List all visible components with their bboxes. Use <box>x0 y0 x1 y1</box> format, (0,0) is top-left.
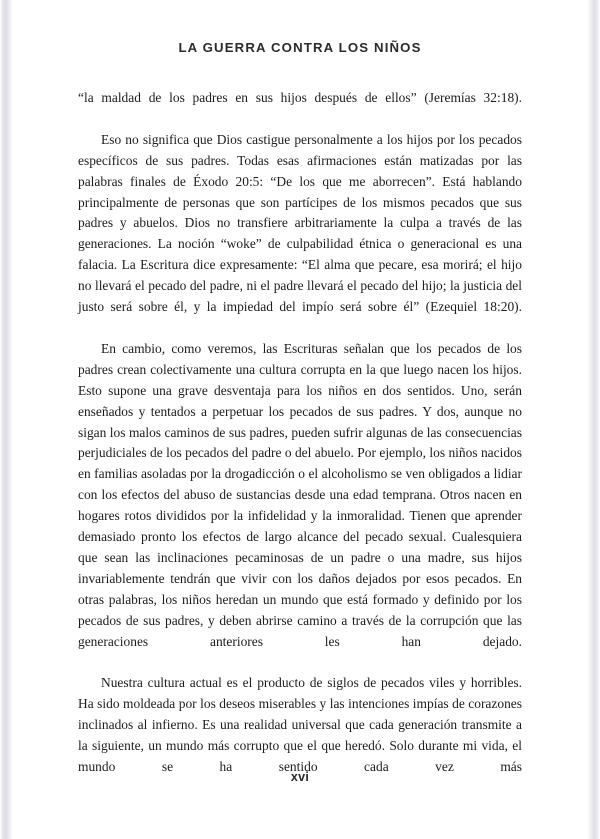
page-number: xvi <box>290 770 310 784</box>
running-head: LA GUERRA CONTRA LOS NIÑOS <box>178 40 422 55</box>
paragraph: Eso no significa que Dios castigue personalmente a los hijos por los pecados específicos de sus padres. Todas esas afirmaciones están matizadas por las palabras finales de Éxodo 20:5: “De los que me aborrecen”. Está hablando principalmente de personas que son partícipes de los mismos pecados que sus padres y abuelos. Dios no transfiere arbitrariamente la culpa a través de las generaciones. La noción “woke” de culpabilidad étnica o generacional es una falacia. La Escritura dice expresamente: “El alma que pecare, esa morirá; el hijo no llevará el pecado del padre, ni el padre llevará el pecado del hijo; la justicia del justo será sobre él, y la impiedad del impío será sobre él” (Ezequiel 18:20). <box>78 131 522 315</box>
paragraph: En cambio, como veremos, las Escrituras señalan que los pecados de los padres crean colectivamente una cultura corrupta en la que luego nacen los hijos. Esto supone una grave desventaja para los niños en dos sentidos. Uno, serán enseñados y tentados a perpetuar los pecados de sus padres. Y dos, aunque no sigan los malos caminos de sus padres, pueden sufrir algunas de las consecuencias perjudiciales de los pecados del padre o del abuelo. Por ejemplo, los niños nacidos en familias asoladas por la drogadicción o el alcoholismo se ven obligados a lidiar con los efectos del abuso de sustancias desde una edad temprana. Otros nacen en hogares rotos divididos por la infidelidad y la inmoralidad. Tienen que aprender demasiado pronto los efectos de largo alcance del pecado sexual. Cualesquiera que sean las inclinaciones pecaminosas de un padre o una madre, sus hijos invariablemente tendrán que vivir con los daños dejados por esos pecados. En otras palabras, los niños heredan un mundo que está formado y definido por los pecados de sus padres, y deben abrirse camino a través de la corrupción que las generaciones anteriores les han dejado. <box>78 340 522 649</box>
paragraph: “la maldad de los padres en sus hijos después de ellos” (Jeremías 32:18). <box>78 90 522 105</box>
page-edge-shadow-left <box>0 0 13 839</box>
paragraph: Nuestra cultura actual es el producto de siglos de pecados viles y horribles. Ha sido moldeada por los deseos miserables y las intenciones impías de corazones inclinados al infierno. Es una realidad universal que cada generación transmite a la siguiente, un mundo más corrupto que el que heredó. Solo durante mi vida, el mundo se ha sentido cada vez más <box>78 675 522 774</box>
page-edge-shadow-right <box>587 0 600 839</box>
body-text <box>78 88 522 799</box>
